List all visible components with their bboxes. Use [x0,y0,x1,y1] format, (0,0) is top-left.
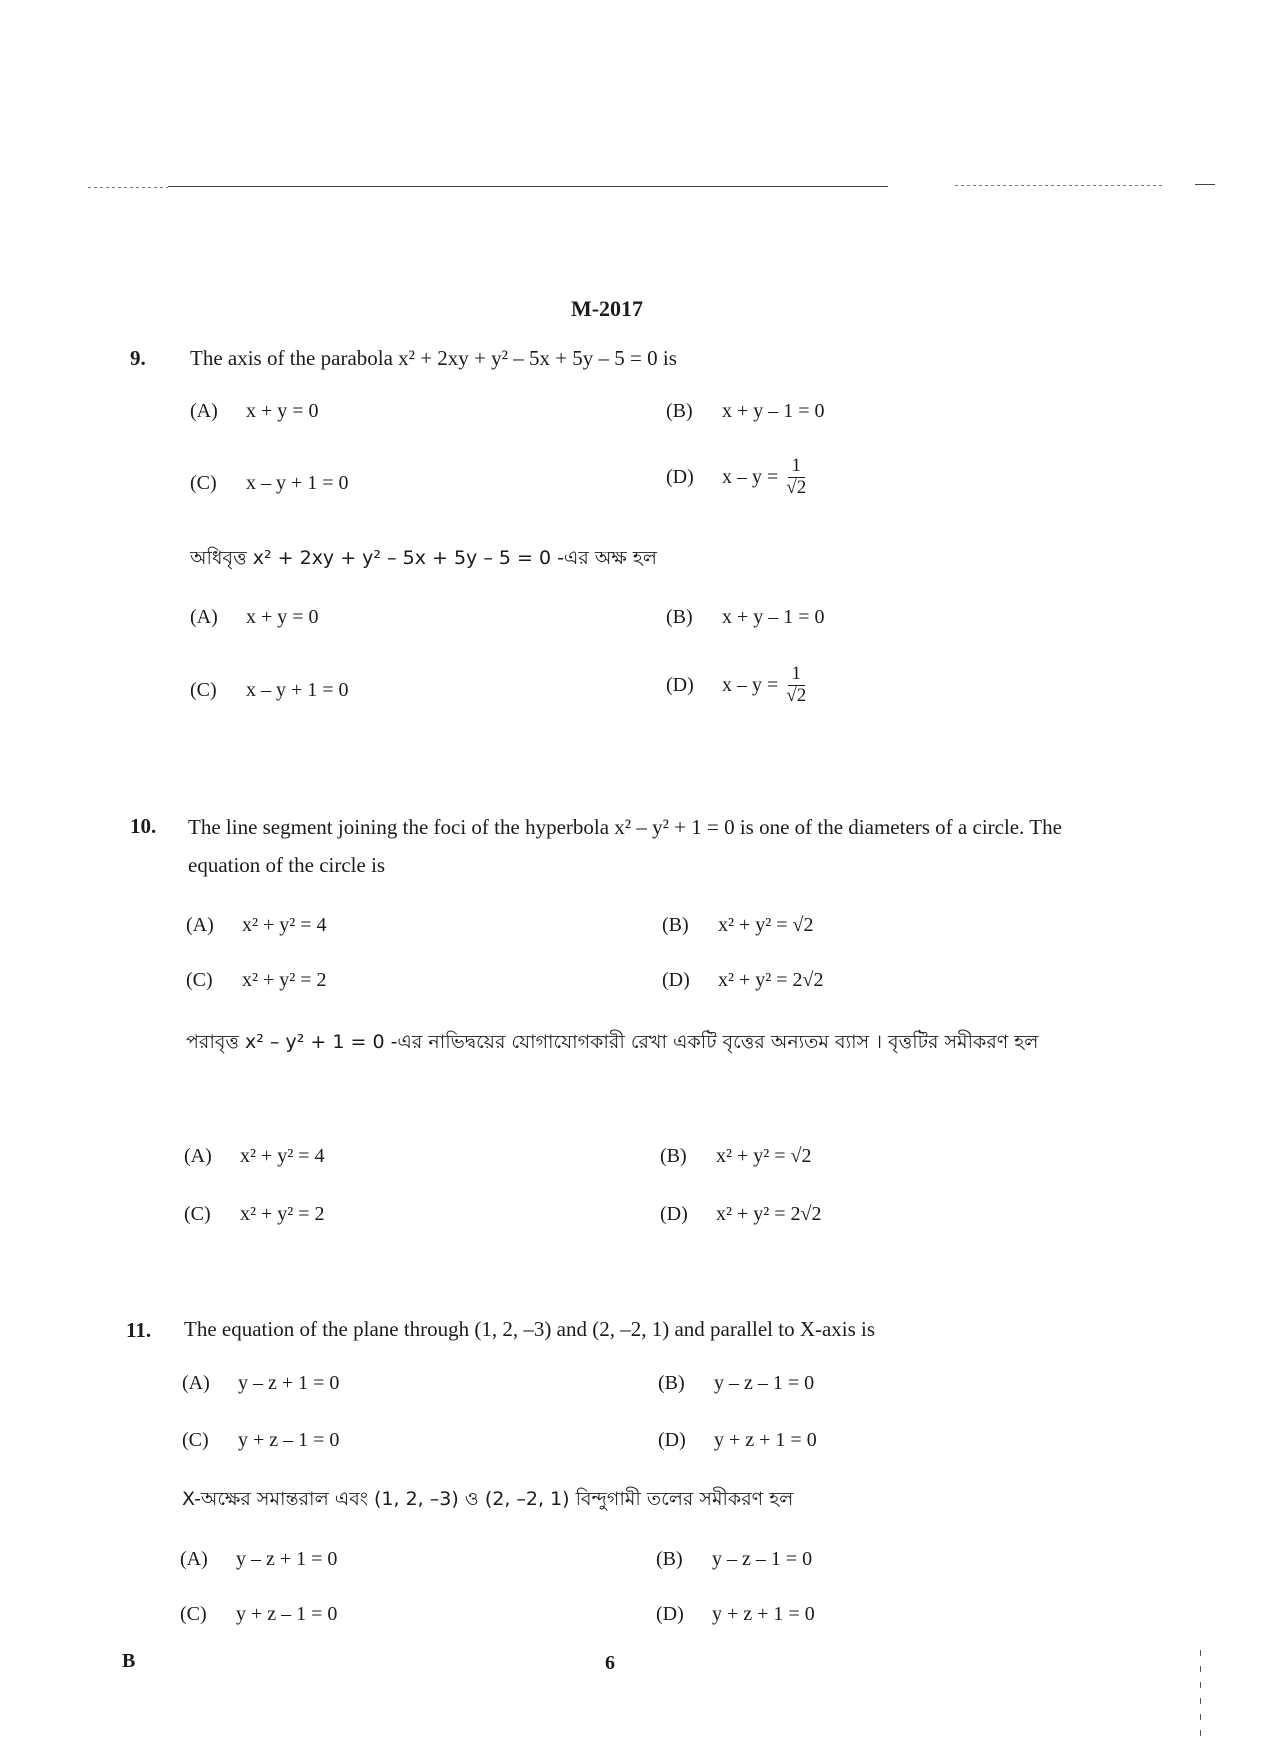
fraction [786,456,806,499]
fraction-denominator: √2 [786,684,807,706]
question-9-option-c[interactable] [190,472,349,495]
option-equation: y – z – 1 = 0 [714,1372,815,1394]
option-label: (B) [658,1372,685,1394]
fraction-numerator: 1 [788,664,806,686]
option-label: (A) [182,1372,210,1394]
question-11-bn-option-a[interactable] [180,1548,337,1571]
question-10-text-bengali: পরাবৃত্ত x² – y² + 1 = 0 -এর নাভিদ্বয়ের যোগাযোগকারী রেখা একটি বৃত্তের অন্যতম ব্যাস । বৃত্তটির সমীকরণ হল [186,1031,1039,1053]
option-equation: y – z – 1 = 0 [712,1548,813,1570]
question-11-option-d[interactable] [658,1429,817,1452]
option-equation: x² + y² = 4 [240,1145,325,1167]
top-rule-left [168,186,888,187]
question-10-text: The line segment joining the foci of the hyperbola x² – y² + 1 = 0 is one of the diameters of a circle. The equation of the circle is [188,815,1062,877]
question-10-option-d[interactable] [662,969,824,992]
option-label: (B) [666,400,693,422]
scan-edge-mark [1200,1650,1201,1746]
question-9-option-a[interactable] [190,400,319,423]
top-rule-right-tick [1195,184,1215,185]
question-10-option-a[interactable] [186,914,327,937]
question-11-bn-option-c[interactable] [180,1603,337,1626]
option-label: (B) [666,606,693,628]
question-9-text: The axis of the parabola x² + 2xy + y² – 5x + 5y – 5 = 0 is [190,346,677,370]
question-9-bn-option-b[interactable] [666,606,825,629]
option-label: (C) [180,1603,207,1625]
option-label: (A) [190,606,218,628]
question-9-number: 9. [130,346,146,370]
question-11-option-a[interactable] [182,1372,339,1395]
option-equation: y + z – 1 = 0 [236,1603,338,1625]
option-label: (B) [660,1145,687,1167]
option-label: (A) [180,1548,208,1570]
fraction [786,664,806,707]
question-10-bn-option-a[interactable] [184,1145,325,1168]
option-label: (D) [656,1603,684,1625]
option-label: (A) [190,400,218,422]
question-10-bn-option-c[interactable] [184,1203,325,1226]
question-9-bn-option-a[interactable] [190,606,319,629]
option-equation: y – z + 1 = 0 [236,1548,338,1570]
option-label: (D) [666,673,694,696]
paper-code: M-2017 [570,296,644,321]
question-10-bn-option-b[interactable] [660,1145,812,1168]
option-equation: y + z + 1 = 0 [712,1603,815,1625]
option-equation: y – z + 1 = 0 [238,1372,340,1394]
option-label: (C) [190,472,217,494]
option-equation: x² + y² = 2√2 [718,969,824,991]
option-equation: x + y = 0 [246,400,319,422]
question-11-bn-option-b[interactable] [656,1548,812,1571]
option-equation: x + y – 1 = 0 [722,606,825,628]
option-equation: x + y = 0 [246,606,319,628]
option-label: (C) [184,1203,211,1225]
top-rule-dashed-left [88,187,168,188]
option-equation: x² + y² = 2 [240,1203,325,1225]
question-10-option-b[interactable] [662,914,814,937]
option-equation: x² + y² = 2 [242,969,327,991]
question-10-bn-option-d[interactable] [660,1203,822,1226]
question-9-option-b[interactable] [666,400,825,423]
option-equation: x – y = [722,673,779,696]
option-label: (B) [662,914,689,936]
option-label: (C) [182,1429,209,1451]
option-label: (D) [662,969,690,991]
option-equation: x² + y² = √2 [718,914,814,936]
question-9-text-bengali: অধিবৃত্ত x² + 2xy + y² – 5x + 5y – 5 = 0 -এর অক্ষ হল [190,547,657,569]
option-equation: x + y – 1 = 0 [722,400,825,422]
option-equation: x² + y² = √2 [716,1145,812,1167]
fraction-numerator: 1 [788,456,806,478]
option-equation: x² + y² = 4 [242,914,327,936]
question-9-bn-option-c[interactable] [190,679,349,702]
question-10-number: 10. [130,814,157,838]
question-11-text: The equation of the plane through (1, 2, –3) and (2, –2, 1) and parallel to X-axis is [184,1317,876,1341]
question-9-option-d[interactable] [666,456,806,499]
question-11-option-c[interactable] [182,1429,339,1452]
option-label: (D) [666,465,694,488]
option-label: (A) [186,914,214,936]
option-label: (C) [186,969,213,991]
fraction-denominator: √2 [786,476,807,498]
option-equation: y + z + 1 = 0 [714,1429,817,1451]
question-11-option-b[interactable] [658,1372,814,1395]
option-label: (B) [656,1548,683,1570]
top-rule-dashed-right [955,185,1165,186]
option-label: (D) [660,1203,688,1225]
page-number: 6 [605,1652,615,1674]
option-equation: x – y = [722,465,779,488]
option-label: (A) [184,1145,212,1167]
option-label: (D) [658,1429,686,1451]
option-label: (C) [190,679,217,701]
option-equation: x² + y² = 2√2 [716,1203,822,1225]
set-code: B [122,1650,136,1672]
question-9-bn-option-d[interactable] [666,664,806,707]
question-11-number: 11. [126,1318,152,1342]
question-11-text-bengali: X-অক্ষের সমান্তরাল এবং (1, 2, –3) ও (2, –2, 1) বিন্দুগামী তলের সমীকরণ হল [182,1488,794,1510]
question-10-option-c[interactable] [186,969,327,992]
option-equation: y + z – 1 = 0 [238,1429,340,1451]
option-equation: x – y + 1 = 0 [246,472,349,494]
option-equation: x – y + 1 = 0 [246,679,349,701]
question-11-bn-option-d[interactable] [656,1603,815,1626]
